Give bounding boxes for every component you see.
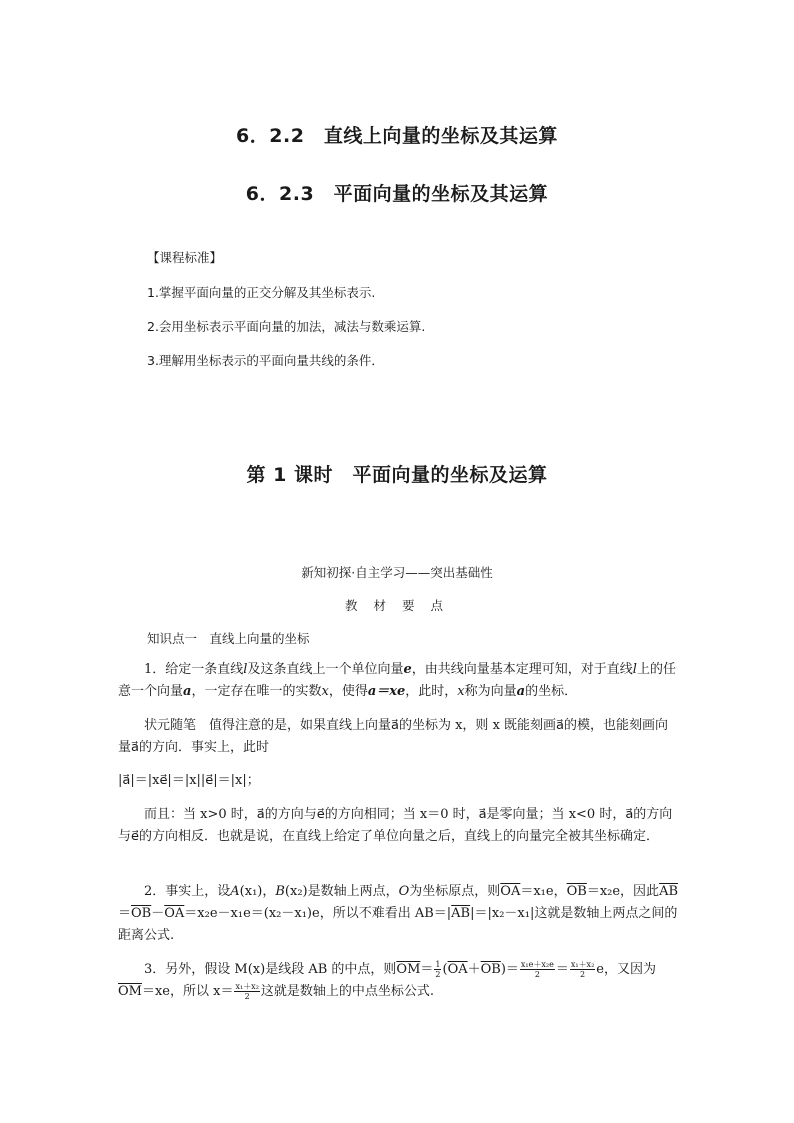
- title-6-2-3: 6．2.3 平面向量的坐标及其运算: [245, 183, 549, 205]
- knowledge-point-heading: 知识点一 直线上向量的坐标: [147, 631, 310, 646]
- paragraph-1: 1．给定一条直线l及这条直线上一个单位向量e，由共线向量基本定理可知，对于直线l上的任意一个向量a，一定存在唯一的实数x，使得a＝xe，此时，x称为向量a的坐标．: [118, 662, 676, 699]
- fraction-sum: $\frac{\text{x₁＋x₂}}{2}$: [570, 960, 595, 979]
- section-banner: 新知初探·自主学习——突出基础性: [301, 565, 493, 580]
- section-subheading: 教 材 要 点: [345, 598, 449, 613]
- fraction-midpoint: $\frac{\text{x₁＋x₂}}{2}$: [235, 982, 259, 1001]
- fraction-sum-e: $\frac{\text{x₁e＋x₂e}}{2}$: [520, 960, 554, 979]
- standard-item-1: 1.掌握平面向量的正交分解及其坐标表示.: [147, 285, 376, 300]
- paragraph-note: 状元随笔 值得注意的是，如果直线上向量a⃗的坐标为 x，则 x 既能刻画a⃗的模，也能刻画向量a⃗的方向．事实上，此时: [118, 718, 668, 755]
- title-6-2-2: 6．2.2 直线上向量的坐标及其运算: [236, 125, 558, 147]
- formula-modulus: |a⃗|＝|xe⃗|＝|x||e⃗|＝|x|；: [118, 773, 260, 788]
- paragraph-2: 2．事实上，设A(x₁)，B(x₂)是数轴上两点，O为坐标原点，则$\overline{OA}=x_1e$，$\overline{OB}=x_2e$，因此$\overline{AB}=\overline{OB}-\overline{OA}=x_2e-x_1e=(x_2-x_1)e$，所以不难看出 $AB=|\overline{AB}|=|x_2-x_1|$这就是数轴上两点之间的距离公式.: [118, 884, 679, 943]
- standards-heading: 【课程标准】: [147, 250, 223, 265]
- lesson-title: 第 1 课时 平面向量的坐标及运算: [246, 464, 548, 486]
- paragraph-direction: 而且：当 x>0 时，a⃗的方向与e⃗的方向相同；当 x＝0 时，a⃗是零向量；当 x<0 时，a⃗的方向与e⃗的方向相反．也就是说，在直线上给定了单位向量之后，直线上的向量完全被其坐标确定．: [118, 807, 673, 844]
- standard-item-2: 2.会用坐标表示平面向量的加法，减法与数乘运算.: [147, 319, 426, 334]
- standard-item-3: 3.理解用坐标表示的平面向量共线的条件．: [147, 353, 384, 368]
- paragraph-3: 3．另外，假设 M(x)是线段 AB 的中点，则$\overline{OM}=$ $\frac{1}{2}$ $(\overline{OA}+\overline{OB})=$ $\frac{\text{x₁e＋x₂e}}{2}$ ＝ $\frac{\text{x₁＋x₂}}{2}$ e，又因为$\overline{OM}=xe$，所以 x＝ $\frac{\text{x₁＋x₂}}{2}$ 这就是数轴上的中点坐标公式.: [118, 960, 656, 1001]
- fraction-half: $\frac{1}{2}$: [435, 960, 441, 979]
